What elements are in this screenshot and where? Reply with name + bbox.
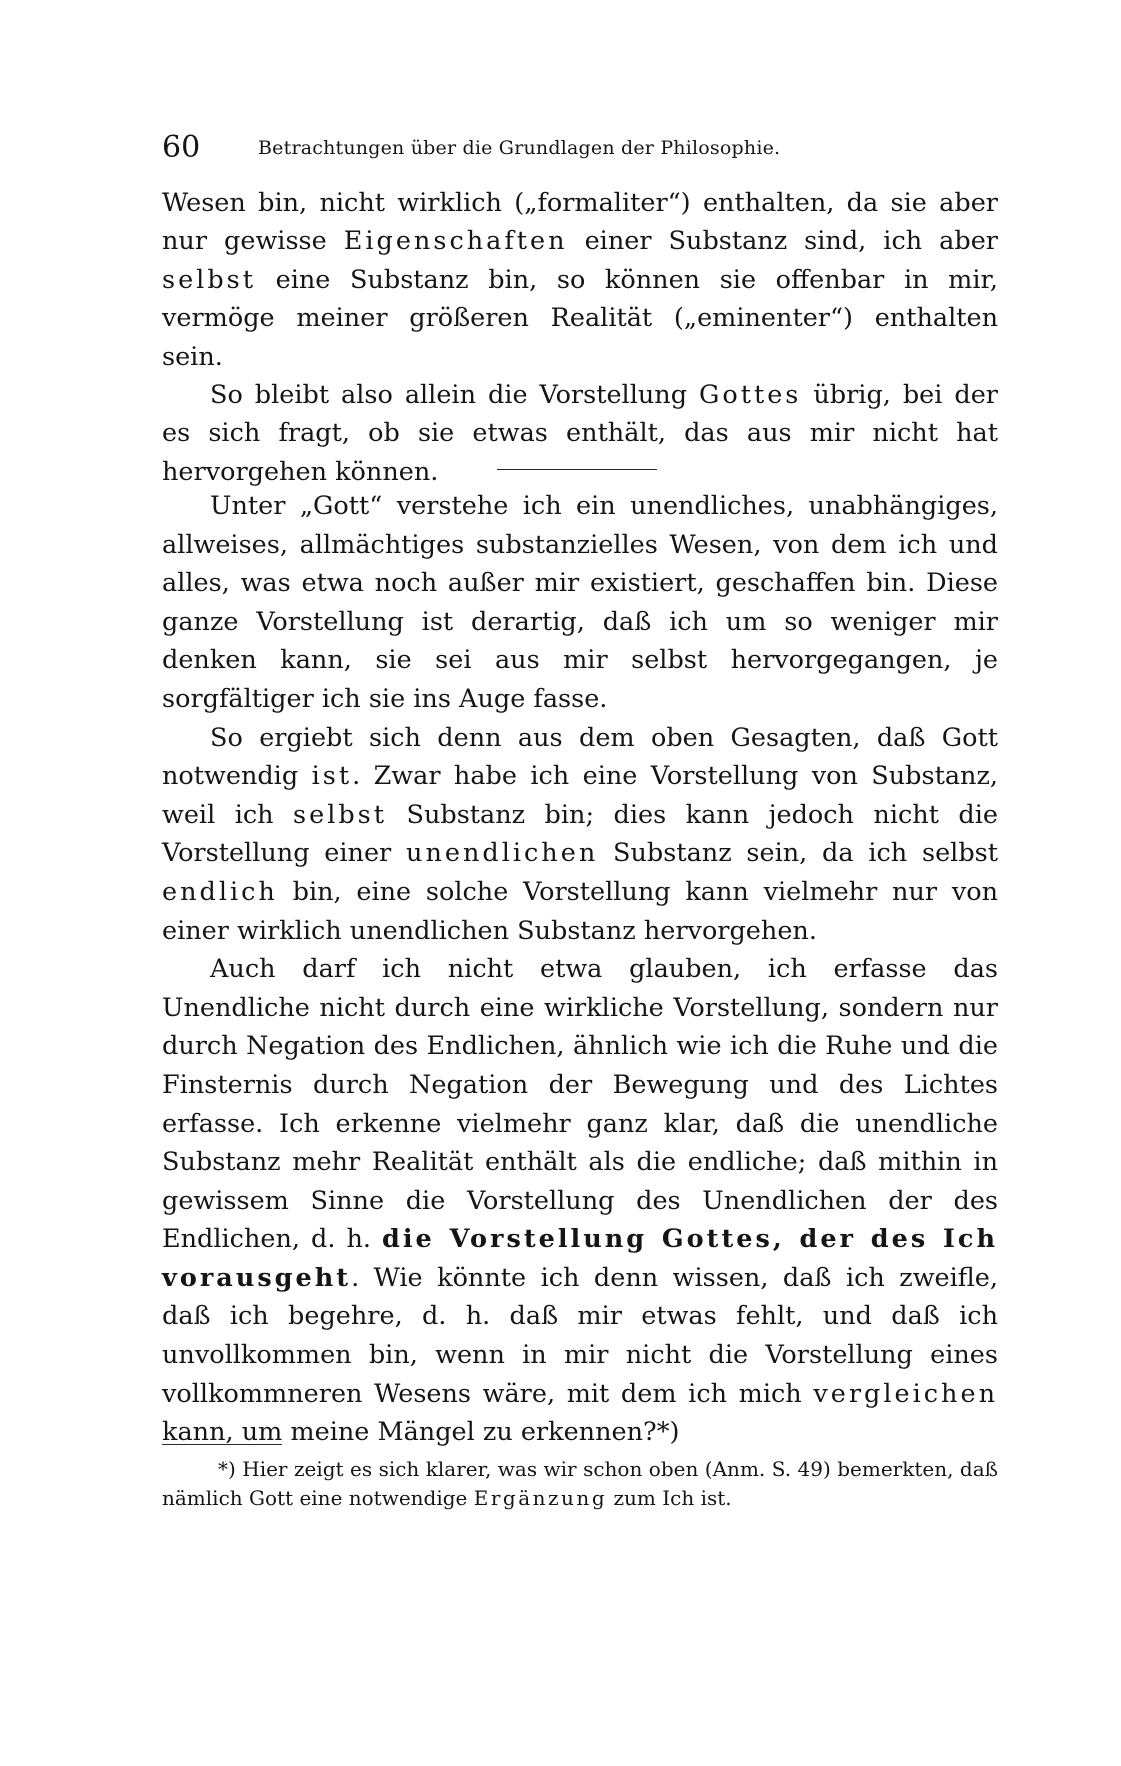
paragraph-so-ergiebt: So ergiebt sich denn aus dem oben Gesagten, daß Gott notwendig ist. Zwar habe ich eine Vorstellung von Substanz, weil ich selbst Substanz bin; dies kann jedoch nicht die Vorstellung einer unendlichen Substanz sein, da ich selbst endlich bin, eine solche Vorstellung kann vielmehr nur von einer wirklich unendlichen Substanz hervorgehen. — [162, 722, 998, 946]
paragraph-continuation: Wesen bin, nicht wirklich („formaliter“) enthalten, da sie aber nur gewisse Eigenschaften einer Substanz sind, ich aber selbst eine Substanz bin, so können sie offenbar in mir, vermöge meiner größeren Realität („eminenter“) enthalten sein. — [162, 188, 998, 372]
running-title: Betrachtungen über die Grundlagen der Philosophie. — [258, 137, 781, 159]
spaced-emphasis: selbst — [293, 799, 388, 830]
spaced-emphasis: vergleichen — [813, 1378, 998, 1409]
bold-emphasis: die Vorstellung Gottes, der des Ich vorausgeht — [162, 1224, 998, 1293]
section-divider — [497, 469, 657, 470]
spaced-emphasis: Gottes — [699, 380, 802, 411]
spaced-emphasis: endlich — [162, 876, 278, 907]
paragraph-unter-gott: Unter „Gott“ verstehe ich ein unendliches, unabhängiges, allweises, allmächtiges substanzielles Wesen, von dem ich und alles, was etwa noch außer mir existiert, geschaffen bin. Diese ganze Vorstellung ist derartig, daß ich um so weniger mir denken kann, sie sei aus mir selbst hervorgegangen, je sorgfältiger ich sie ins Auge fasse. — [162, 491, 998, 714]
spaced-emphasis: unendlichen — [406, 838, 599, 869]
page-header — [162, 128, 952, 170]
spaced-emphasis: selbst — [162, 264, 256, 295]
body-text-main — [162, 487, 998, 1452]
paragraph-auch-darf: Auch darf ich nicht etwa glauben, ich erfasse das Unendliche nicht durch eine wirkliche Vorstellung, sondern nur durch Negation des Endlichen, ähnlich wie ich die Ruhe und die Finsternis durch Negation der Bewegung und des Lichtes erfasse. Ich erkenne vielmehr ganz klar, daß die unendliche Substanz mehr Realität enthält als die endliche; daß mithin in gewissem Sinne die Vorstellung des Unendlichen der des Endlichen, d. h. die Vorstellung Gottes, der des Ich vorausgeht. Wie könnte ich denn wissen, daß ich zweifle, daß ich begehre, d. h. daß mir etwas fehlt, und daß ich unvollkommen bin, wenn in mir nicht die Vorstellung eines vollkommneren Wesens wäre, mit dem ich mich vergleichen kann, um meine Mängel zu erkennen?*) — [162, 954, 998, 1448]
spaced-emphasis: Ergänzung — [473, 1486, 608, 1510]
footnote: *) Hier zeigt es sich klarer, was wir schon oben (Anm. S. 49) bemerkten, daß nämlich Gott eine notwendige Ergänzung zum Ich ist. — [162, 1457, 998, 1510]
body-text-top — [162, 184, 998, 491]
spaced-emphasis: ist — [311, 761, 353, 792]
page-number: 60 — [162, 130, 201, 165]
footnote-divider — [162, 1444, 282, 1445]
spaced-emphasis: Eigenschaften — [343, 226, 568, 257]
paragraph-gottes: So bleibt also allein die Vorstellung Gottes übrig, bei der es sich fragt, ob sie etwas enthält, das aus mir nicht hat hervorgehen können. — [162, 380, 999, 487]
